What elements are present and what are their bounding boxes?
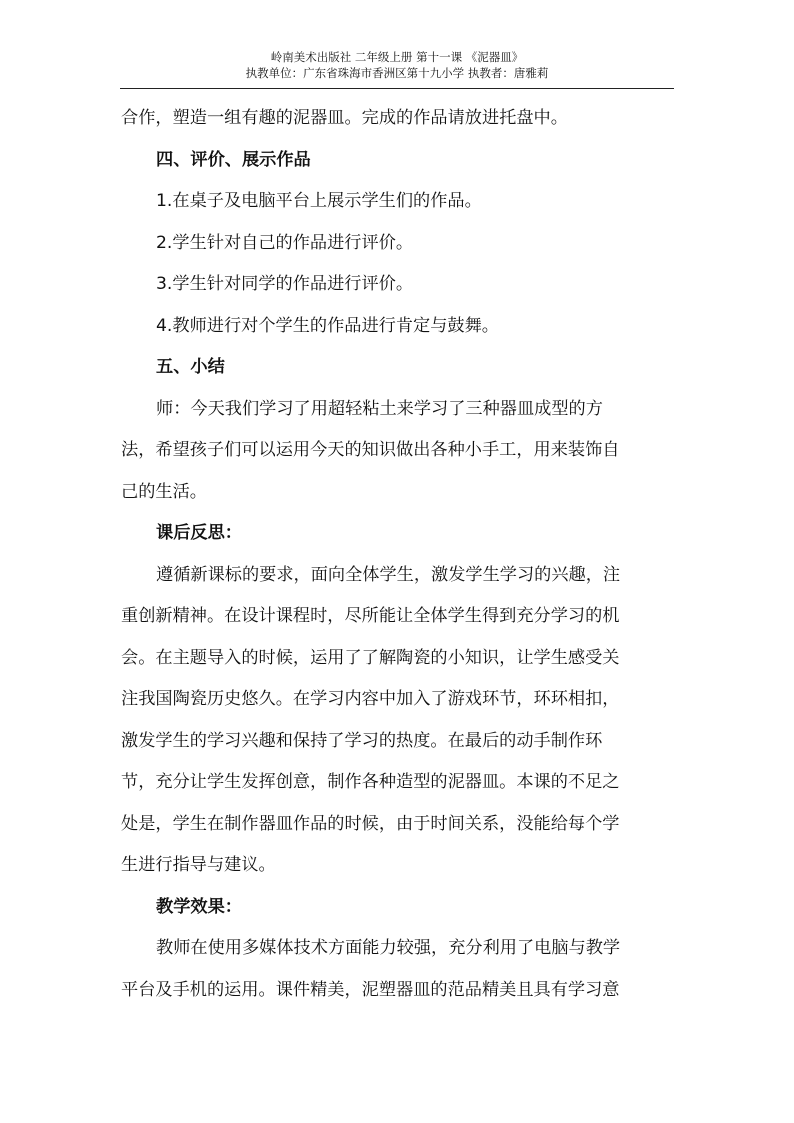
- paragraph-line: 处是，学生在制作器皿作品的时候，由于时间关系，没能给每个学: [121, 813, 620, 834]
- list-item: 2.学生针对自己的作品进行评价。: [156, 232, 414, 253]
- paragraph-line: 合作，塑造一组有趣的泥器皿。完成的作品请放进托盘中。: [121, 108, 568, 128]
- paragraph-line: 遵循新课标的要求，面向全体学生，激发学生学习的兴趣，注: [156, 564, 621, 585]
- section-heading-evaluation: 四、评价、展示作品: [156, 149, 311, 170]
- paragraph-line: 法，希望孩子们可以运用今天的知识做出各种小手工，用来装饰自: [121, 440, 620, 460]
- paragraph-line: 注我国陶瓷历史悠久。在学习内容中加入了游戏环节，环环相扣，: [121, 689, 620, 709]
- header-divider: [120, 88, 674, 89]
- list-item: 1.在桌子及电脑平台上展示学生们的作品。: [156, 191, 482, 211]
- paragraph-line: 平台及手机的运用。课件精美，泥塑器皿的范品精美且具有学习意: [121, 979, 620, 1000]
- section-heading-effect: 教学效果：: [156, 896, 242, 917]
- section-heading-summary: 五、小结: [156, 357, 225, 377]
- list-item: 4.教师进行对个学生的作品进行肯定与鼓舞。: [156, 315, 499, 336]
- paragraph-line: 师：今天我们学习了用超轻粘土来学习了三种器皿成型的方: [156, 398, 603, 419]
- paragraph-line: 激发学生的学习兴趣和保持了学习的热度。在最后的动手制作环: [121, 730, 603, 751]
- header-publisher-line: 岭南美术出版社 二年级上册 第十一课 《泥器皿》: [270, 50, 524, 64]
- header-teacher-line: 执教单位：广东省珠海市香洲区第十九小学 执教者：唐雅莉: [245, 66, 549, 80]
- page-header: [0, 49, 794, 81]
- paragraph-line: 重创新精神。在设计课程时，尽所能让全体学生得到充分学习的机: [121, 606, 620, 626]
- paragraph-line: 会。在主题导入的时候，运用了了解陶瓷的小知识，让学生感受关: [121, 647, 620, 668]
- paragraph-line: 教师在使用多媒体技术方面能力较强，充分利用了电脑与教学: [156, 938, 621, 958]
- paragraph-line: 生进行指导与建议。: [121, 855, 276, 875]
- paragraph-line: 己的生活。: [121, 481, 207, 502]
- document-body: [121, 98, 677, 1011]
- list-item: 3.学生针对同学的作品进行评价。: [156, 274, 414, 294]
- paragraph-line: 节，充分让学生发挥创意，制作各种造型的泥器皿。本课的不足之: [121, 772, 620, 792]
- section-heading-reflection: 课后反思：: [156, 523, 242, 543]
